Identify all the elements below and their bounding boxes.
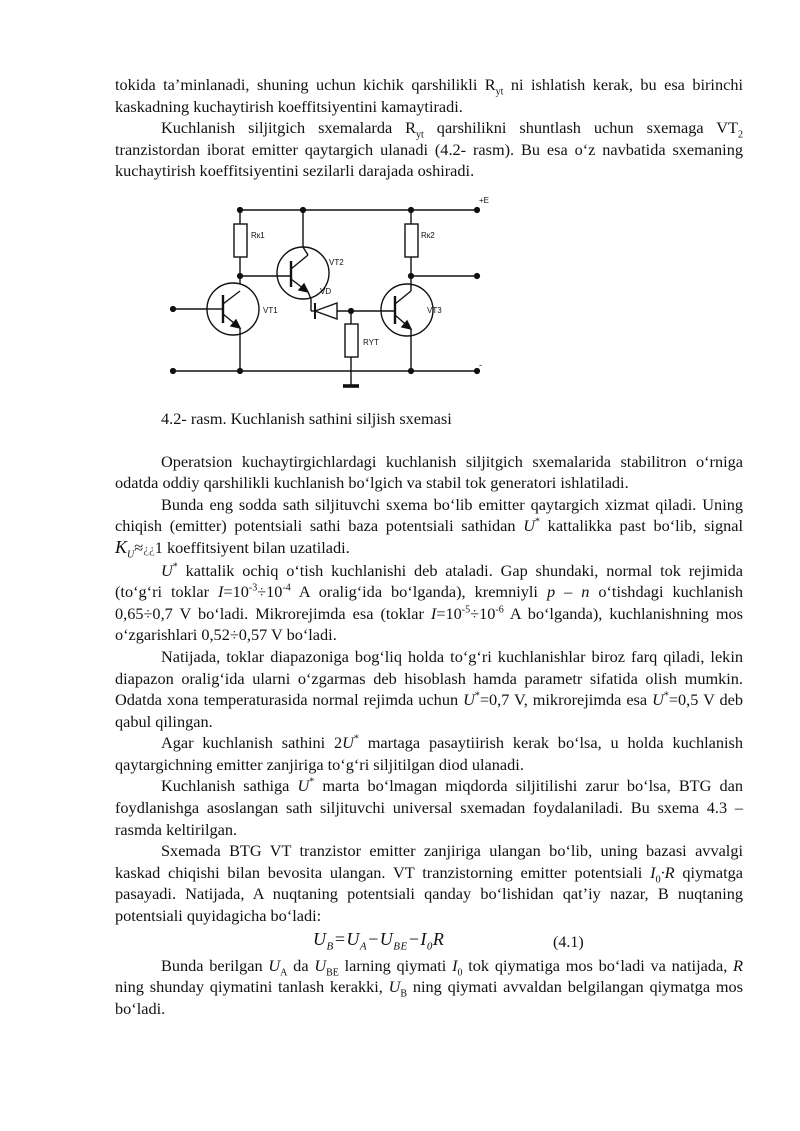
node-dot xyxy=(238,369,243,374)
paragraph-3: Operatsion kuchaytirgichlardagi kuchlanish siljitgich sxemalarida stabilitron o‘rniga odatda oddiy qarshilikli kuchlanish bo‘lgich va stabil tok generatori ishlatiladi. xyxy=(115,451,743,493)
paragraph-1 xyxy=(115,74,743,117)
label-vd: VD xyxy=(320,286,332,296)
symbol-u: U xyxy=(161,560,173,580)
paragraph-7: Agar kuchlanish sathini 2U* martaga pasaytiirish kerak bo‘lsa, u holda kuchlanish qaytargichning emitter zanjiriga to‘g‘ri siljitilgan diod ulanadi. xyxy=(115,733,743,774)
garbled-glyph: ¿¿ xyxy=(143,540,155,556)
text: Kuchlanish siljitgich sxemalarda R xyxy=(161,118,417,138)
node-dot xyxy=(171,369,176,374)
label-rk1: Rк1 xyxy=(251,230,265,240)
paragraph-8: Kuchlanish sathiga U* marta bo‘lmagan miqdorda siljitilishi zarur bo‘lsa, BTG dan foydlanishga asoslangan sath siljituvchi universal sxemadan foydalaniladi. Bu sxema 4.3 – rasmda keltirilgan. xyxy=(115,776,743,839)
resistor-rk2 xyxy=(405,224,418,257)
approx-sign: ≈ xyxy=(134,537,144,557)
text: tranzistordan iborat emitter qaytargich ulanadi (4.2- rasm). Bu esa o‘z navbatida sxemaning kuchaytirish koeffitsiyentini sezilarli darajada oshiradi. xyxy=(115,139,743,181)
diode-vd xyxy=(315,303,337,319)
label-rk2: Rк2 xyxy=(421,230,435,240)
paragraph-2 xyxy=(115,117,743,182)
node-dot xyxy=(171,307,176,312)
resistor-ryt xyxy=(345,324,358,357)
formula: $U_B=U_A-U_{BE}-I_0R$ xyxy=(313,928,445,953)
label-plus-e: +E xyxy=(479,195,490,205)
page-content xyxy=(115,74,743,1019)
text: 1 koeffitsiyent bilan uzatiladi. xyxy=(154,537,350,557)
resistor-rk1 xyxy=(234,224,247,257)
subscript: 2 xyxy=(738,129,743,141)
paragraph-6: Natijada, toklar diapazoniga bog‘liq holda to‘g‘ri kuchlanishlar biroz farq qiladi, lekin diapazon oralig‘ida ularni o‘zgarmas deb hisoblash hamda parametr sifatida olish mumkin. Odatda xona temperaturasida normal rejimda uchun U*=0,7 V, mikrorejimda esa U*=0,5 V deb qabul qilingan. xyxy=(115,646,744,731)
figure-caption: 4.2- rasm. Kuchlanish sathini siljish sxemasi xyxy=(161,408,452,428)
label-ryt: RYT xyxy=(363,337,379,347)
subscript: yt xyxy=(495,86,504,98)
text: qarshilikni shuntlash uchun sxemaga VT xyxy=(423,118,738,138)
paragraph-5: U* kattalik ochiq o‘tish kuchlanishi deb ataladi. Gap shundaki, normal tok rejimida (to‘g‘ri toklar $I=10^{-3}\div 10^{-4}$ A oralig‘ida bo‘lganda), kremniyli p – n o‘tishdagi kuchlanish 0,65÷0,7 V bo‘ladi. Mikrorejimda esa (toklar $I=10^{-5}\div 10^{-6}$ A bo‘lganda), kuchlanishning mos o‘zgarishlari 0,52÷0,57 V bo‘ladi. xyxy=(115,560,744,645)
paragraph-9: Sxemada BTG VT tranzistor emitter zanjiriga ulangan bo‘lib, uning bazasi avvalgi kaskad chiqishi bilan bevosita ulangan. VT tranzistorning emitter potentsiali $I_0\cdot R$ qiymatga pasayadi. Natijada, A nuqtaning potentsiali qanday bo‘lishidan qat’iy nazar, B nuqtaning potentsiali quyidagicha bo‘ladi: xyxy=(115,841,743,926)
node-dot xyxy=(409,274,414,279)
text: kattalikka past bo‘lib, signal xyxy=(540,516,743,536)
subscript: yt xyxy=(416,129,424,141)
label-vt1: VT1 xyxy=(263,305,278,315)
node-dot xyxy=(409,369,414,374)
paragraph-10: Bunda berilgan $U_A$ da $U_{BE}$ larning qiymati $I_0$ tok qiymatiga mos bo‘ladi va natijada, R ning shunday qiymatini tanlash kerakki, $U_B$ ning qiymati avvaldan belgilangan qiymatga mos bo‘ladi. xyxy=(115,955,743,1018)
text: ni ishlatish kerak, bu esa birinchi kaskadning kuchaytirish koeffitsiyentini kamaytiradi. xyxy=(115,75,743,116)
superscript: * xyxy=(535,516,540,528)
text: Bunda eng sodda sath siljituvchi sxema bo‘lib emitter qaytargich xizmat qiladi. Uning chiqish (emitter) potentsiali sathi baza potentsiali sathidan xyxy=(115,494,743,536)
text: tokida ta’minlanadi, shuning uchun kichik qarshilikli R xyxy=(115,75,496,94)
node-dot xyxy=(475,274,480,279)
node-dot xyxy=(475,208,480,213)
equation-number: (4.1) xyxy=(553,933,584,951)
equation-4-1 xyxy=(115,929,743,955)
label-vt3: VT3 xyxy=(427,305,442,315)
label-minus: - xyxy=(479,359,482,370)
symbol-u: U xyxy=(523,516,535,536)
figure-4-2 xyxy=(115,188,743,406)
symbol-ku: $K_U$ xyxy=(115,536,135,561)
circuit-diagram xyxy=(115,188,743,406)
label-vt2: VT2 xyxy=(329,257,344,267)
paragraph-4 xyxy=(115,494,743,560)
